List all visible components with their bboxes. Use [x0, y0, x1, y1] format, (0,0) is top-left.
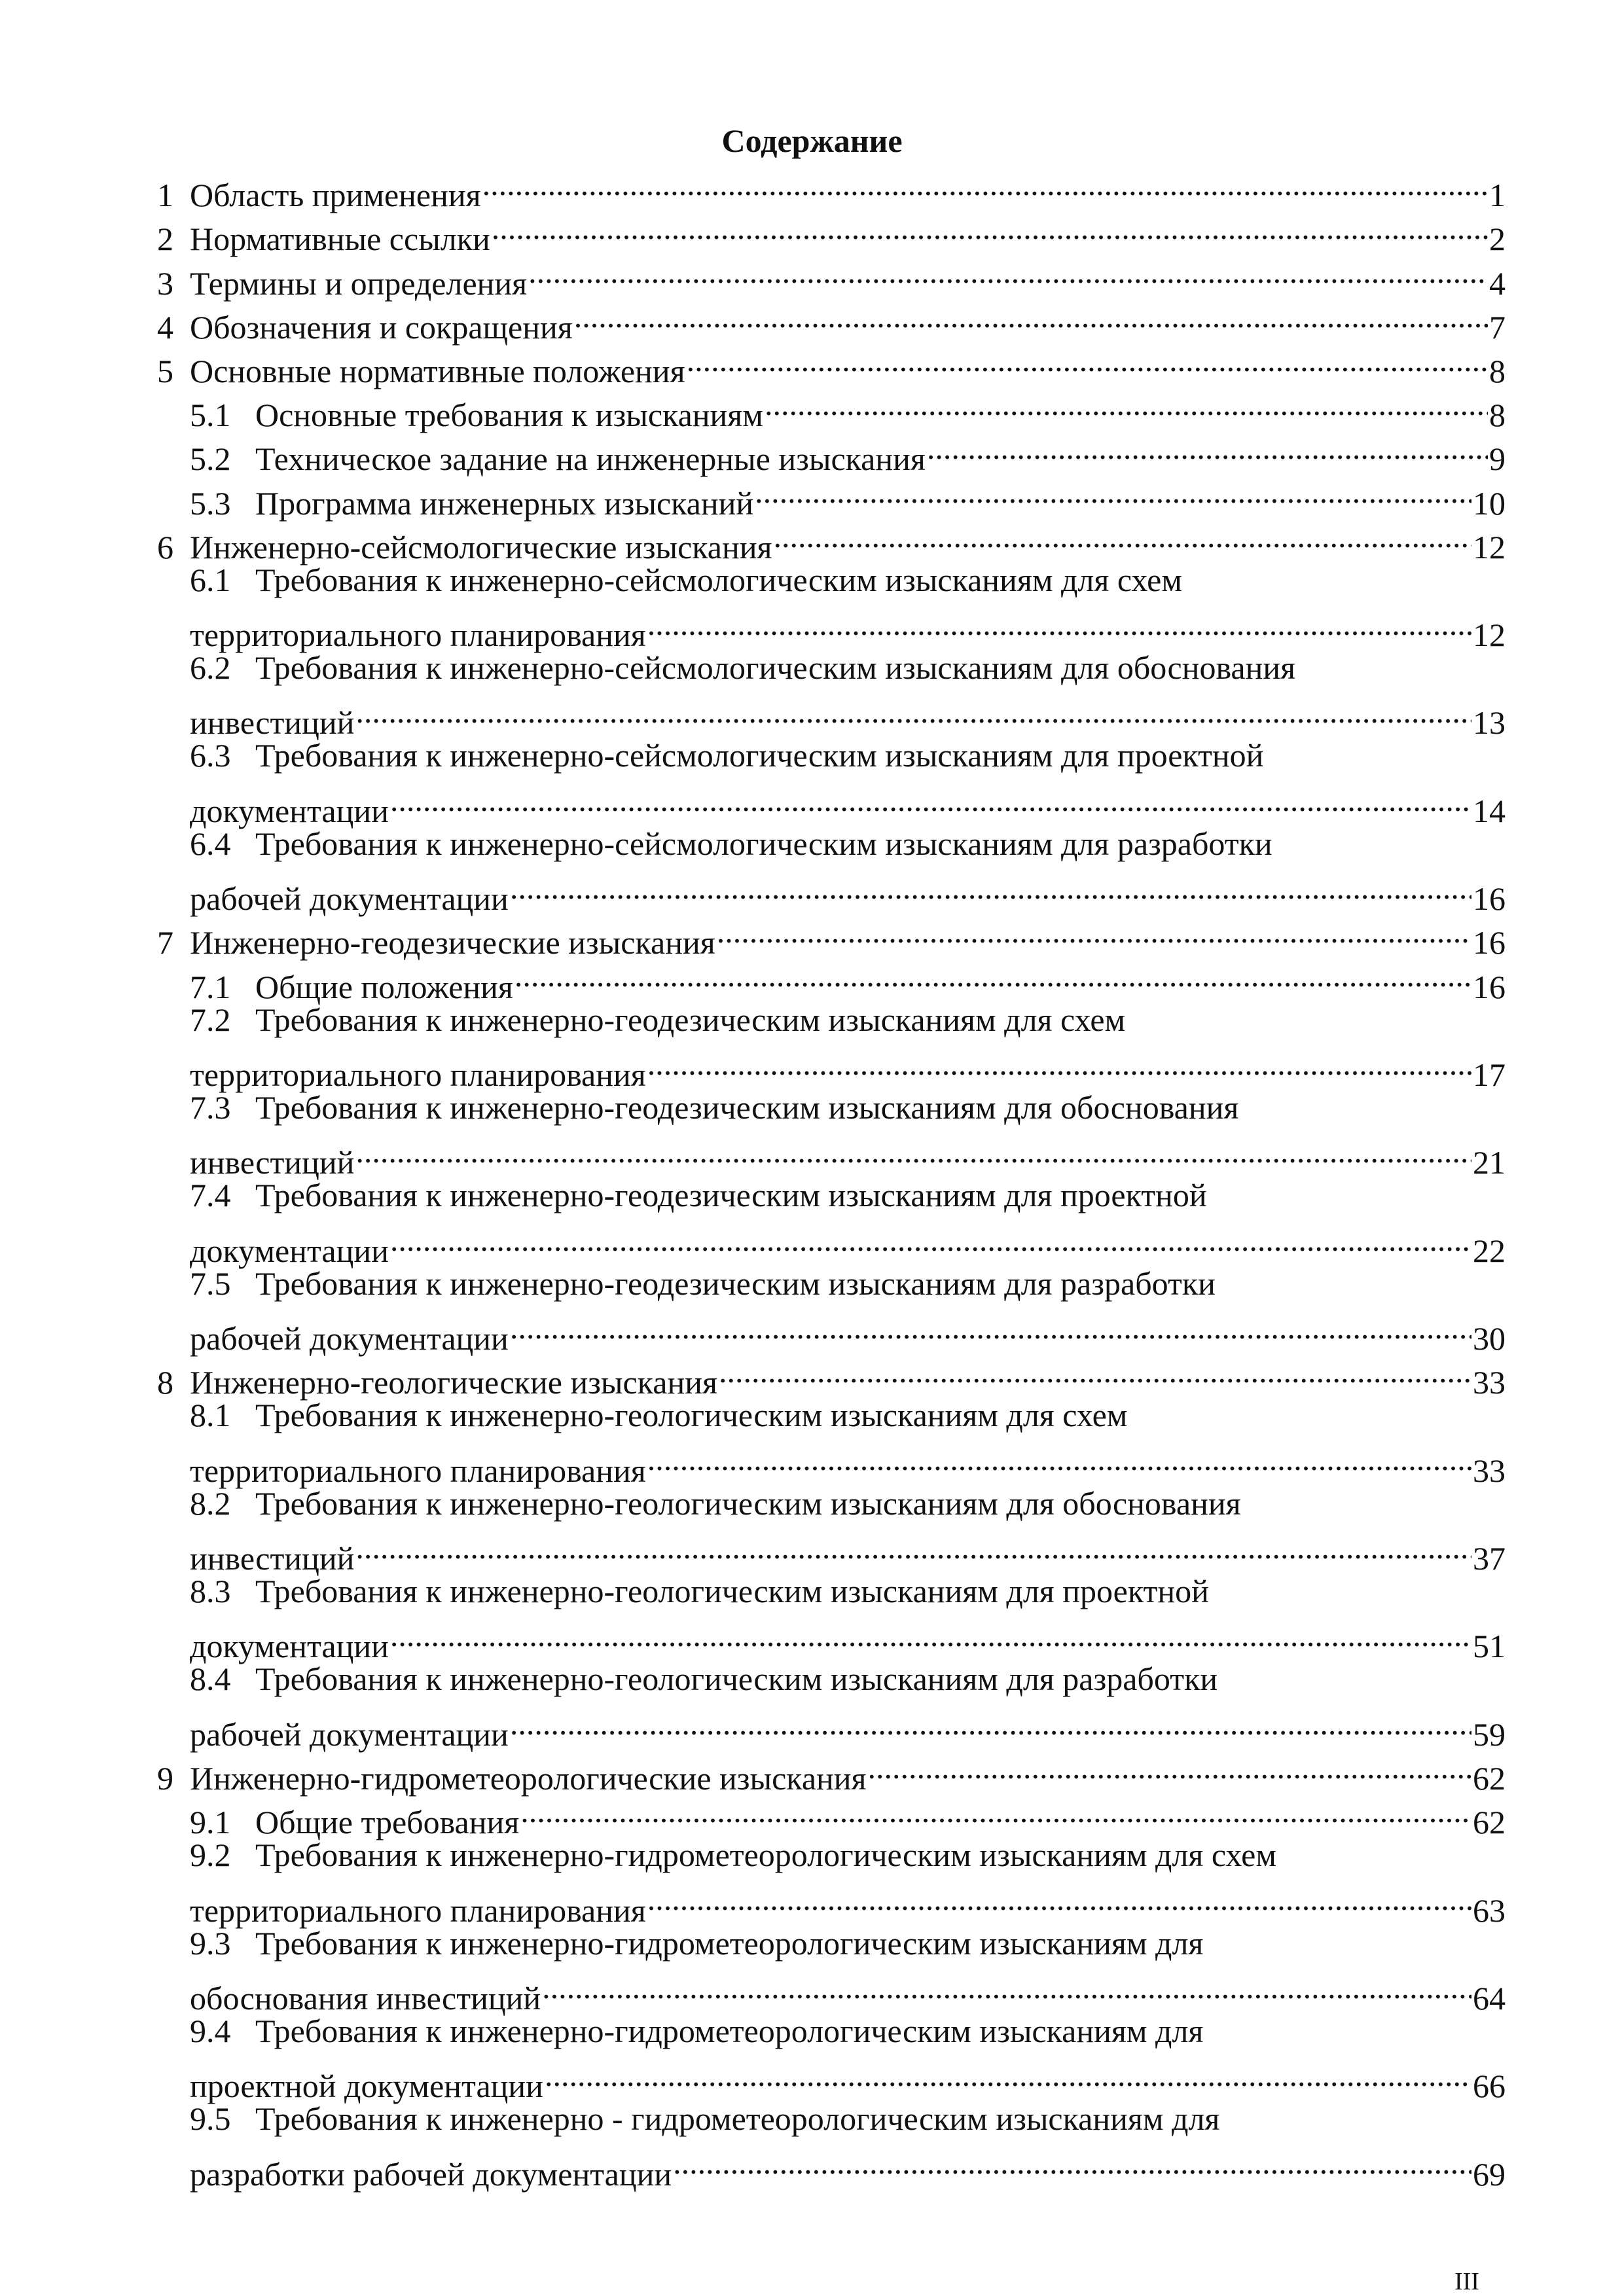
toc-entry-page: 51	[1473, 1628, 1506, 1665]
toc-entry-text: Требования к инженерно-сейсмологическим изысканиям для схем	[255, 561, 1182, 598]
toc-entry-text: Термины и определения	[190, 264, 528, 302]
toc-leader-dots	[355, 1130, 1471, 1174]
toc-entry-text: Требования к инженерно-гидрометеорологическим изысканиям для схем	[255, 1837, 1277, 1874]
toc-entry-number: 6	[157, 528, 173, 565]
toc-leader-dots	[355, 1526, 1471, 1570]
toc-entry-continuation[interactable]	[157, 1613, 1506, 1665]
toc-entry[interactable]	[157, 2097, 1506, 2141]
toc-entry-number: 9.4	[190, 2012, 231, 2049]
toc-entry-number: 5.1	[190, 397, 231, 434]
toc-entry-page: 22	[1473, 1232, 1506, 1269]
toc-entry-page: 1	[1489, 177, 1506, 214]
toc-entry-continuation[interactable]	[157, 2053, 1506, 2105]
toc-entry-text: Требования к инженерно - гидрометеорологическим изысканиям для	[255, 2100, 1220, 2138]
toc-entry-continuation[interactable]	[157, 602, 1506, 654]
toc-entry-page: 33	[1473, 1364, 1506, 1401]
toc-entry-page: 14	[1473, 792, 1506, 829]
toc-entry-text: Общие положения	[255, 968, 513, 1005]
toc-entry-continuation[interactable]	[157, 2141, 1506, 2193]
toc-leader-dots	[482, 162, 1488, 206]
toc-entry-number: 2	[157, 221, 173, 258]
toc-leader-dots	[717, 910, 1471, 954]
toc-entry-page: 37	[1473, 1540, 1506, 1577]
toc-entry-number: 8.2	[190, 1484, 231, 1522]
toc-entry-number: 7.5	[190, 1265, 231, 1302]
toc-entry-number: 7.3	[190, 1088, 231, 1126]
toc-entry[interactable]	[157, 822, 1506, 866]
toc-entry-number: 8.3	[190, 1573, 231, 1609]
toc-entry[interactable]	[157, 1657, 1506, 1701]
toc-entry-text: Требования к инженерно-геологическим изысканиям для обоснования	[255, 1484, 1241, 1522]
toc-leader-dots	[687, 338, 1488, 382]
toc-entry[interactable]	[157, 1922, 1506, 1965]
toc-entry-text-cont: документации	[190, 1628, 389, 1665]
toc-entry-text-cont: рабочей документации	[190, 1320, 509, 1357]
toc-leader-dots	[774, 514, 1471, 558]
toc-entry-text: Требования к инженерно-гидрометеорологическим изысканиям для	[255, 1924, 1204, 1962]
toc-entry-page: 4	[1489, 264, 1506, 302]
toc-entry-continuation[interactable]	[157, 1437, 1506, 1489]
toc-entry-continuation[interactable]	[157, 1702, 1506, 1753]
toc-entry-page: 2	[1489, 221, 1506, 258]
toc-entry-continuation[interactable]	[157, 1526, 1506, 1577]
toc-entry-page: 13	[1473, 704, 1506, 742]
toc-entry-number: 8.1	[190, 1397, 231, 1434]
toc-entry-page: 8	[1489, 397, 1506, 434]
toc-entry-page: 69	[1473, 2155, 1506, 2193]
toc-entry-text: Требования к инженерно-геологическим изысканиям для схем	[255, 1397, 1128, 1434]
toc-entry[interactable]	[157, 1086, 1506, 1130]
toc-entry-page: 62	[1473, 1804, 1506, 1841]
toc-entry-text: Требования к инженерно-сейсмологическим изысканиям для разработки	[255, 825, 1272, 862]
toc-entry-number: 9.1	[190, 1804, 231, 1841]
toc-entry-text: Требования к инженерно-геодезическим изысканиям для обоснования	[255, 1088, 1239, 1126]
toc-entry-text-cont: рабочей документации	[190, 880, 509, 918]
toc-entry-continuation[interactable]	[157, 690, 1506, 742]
toc-leader-dots	[545, 2053, 1471, 2097]
toc-entry-page: 16	[1473, 880, 1506, 918]
toc-entry-page: 16	[1473, 968, 1506, 1005]
toc-leader-dots	[355, 690, 1471, 734]
toc-leader-dots	[719, 1350, 1471, 1393]
toc-leader-dots	[528, 250, 1488, 294]
toc-entry[interactable]	[157, 734, 1506, 778]
toc-leader-dots	[510, 1702, 1471, 1746]
toc-entry-number: 6.4	[190, 825, 231, 862]
toc-entry[interactable]	[157, 1482, 1506, 1526]
toc-entry[interactable]	[157, 2009, 1506, 2053]
toc-entry-number: 7	[157, 924, 173, 961]
toc-leader-dots	[390, 778, 1471, 822]
toc-entry-number: 4	[157, 308, 173, 346]
toc-entry-text: Требования к инженерно-геодезическим изысканиям для разработки	[255, 1265, 1216, 1302]
toc-entry[interactable]	[157, 1570, 1506, 1613]
toc-entry-page: 8	[1489, 352, 1506, 389]
toc-entry-number: 9.5	[190, 2100, 231, 2138]
toc-entry-text: Требования к инженерно-геодезическим изысканиям для схем	[255, 1001, 1126, 1038]
toc-entry-text: Общие требования	[255, 1804, 520, 1841]
toc-entry-text: Инженерно-гидрометеорологические изыскания	[190, 1759, 867, 1797]
toc-entry-continuation[interactable]	[157, 778, 1506, 829]
toc-entry-text-cont: рабочей документации	[190, 1715, 509, 1753]
toc-leader-dots	[390, 1613, 1471, 1657]
toc-entry-page: 17	[1473, 1056, 1506, 1093]
toc-entry-text-cont: территориального планирования	[190, 617, 646, 654]
toc-entry-text-cont: инвестиций	[190, 1144, 355, 1181]
toc-leader-dots	[755, 470, 1471, 514]
toc-entry-continuation[interactable]	[157, 1130, 1506, 1181]
toc-entry-continuation[interactable]	[157, 1042, 1506, 1093]
toc-entry-page: 63	[1473, 1892, 1506, 1929]
toc-entry-text: Требования к инженерно-гидрометеорологическим изысканиям для	[255, 2012, 1204, 2049]
toc-leader-dots	[647, 1877, 1471, 1921]
toc-leader-dots	[492, 206, 1488, 250]
toc-entry-text-cont: документации	[190, 792, 389, 829]
toc-leader-dots	[927, 426, 1488, 470]
toc-entry[interactable]	[157, 1262, 1506, 1306]
toc-entry-number: 6.1	[190, 561, 231, 598]
toc-entry-number: 3	[157, 264, 173, 302]
toc-entry-page: 33	[1473, 1452, 1506, 1489]
toc-entry-page: 16	[1473, 924, 1506, 961]
toc-entry-number: 6.3	[190, 737, 231, 774]
toc-entry-number: 1	[157, 177, 173, 214]
toc-entry-page: 62	[1473, 1759, 1506, 1797]
toc-title: Содержание	[721, 122, 903, 159]
toc-entry-text-cont: территориального планирования	[190, 1452, 646, 1489]
toc-entry-text-cont: обоснования инвестиций	[190, 1979, 541, 2017]
toc-entry-continuation[interactable]	[157, 1965, 1506, 2017]
toc-entry-continuation[interactable]	[157, 1306, 1506, 1357]
toc-entry[interactable]	[157, 558, 1506, 602]
toc-entry-number: 9	[157, 1759, 173, 1797]
toc-leader-dots	[647, 1042, 1471, 1086]
toc-entry-text-cont: инвестиций	[190, 704, 355, 742]
toc-entry-page: 64	[1473, 1979, 1506, 2017]
toc-entry-text: Требования к инженерно-геодезическим изысканиям для проектной	[255, 1177, 1207, 1214]
toc-leader-dots	[647, 1437, 1471, 1481]
toc-entry-number: 6.2	[190, 649, 231, 687]
toc-entry-continuation[interactable]	[157, 866, 1506, 918]
toc-leader-dots	[673, 2141, 1471, 2185]
toc-entry-text: Техническое задание на инженерные изыскания	[255, 440, 926, 478]
table-of-contents	[157, 162, 1506, 2193]
toc-entry-text: Нормативные ссылки	[190, 221, 490, 258]
toc-entry-page: 7	[1489, 308, 1506, 346]
toc-entry-page: 30	[1473, 1320, 1506, 1357]
page-number: III	[1454, 2268, 1479, 2295]
toc-entry-text: Требования к инженерно-геологическим изысканиям для разработки	[255, 1660, 1218, 1698]
toc-leader-dots	[542, 1965, 1471, 2009]
toc-leader-dots	[868, 1746, 1471, 1789]
toc-entry-text-cont: территориального планирования	[190, 1056, 646, 1093]
toc-entry[interactable]	[157, 1833, 1506, 1877]
toc-leader-dots	[520, 1789, 1471, 1833]
toc-leader-dots	[510, 866, 1471, 910]
toc-entry-text: Требования к инженерно-сейсмологическим изысканиям для обоснования	[255, 649, 1296, 687]
toc-entry-text: Требования к инженерно-сейсмологическим изысканиям для проектной	[255, 737, 1264, 774]
toc-leader-dots	[514, 954, 1471, 997]
toc-entry-number: 7.4	[190, 1177, 231, 1214]
toc-entry-text: Инженерно-геологические изыскания	[190, 1364, 717, 1401]
toc-entry-page: 9	[1489, 440, 1506, 478]
toc-entry-number: 9.2	[190, 1837, 231, 1874]
toc-entry-number: 8.4	[190, 1660, 231, 1698]
toc-entry-text: Программа инженерных изысканий	[255, 484, 754, 522]
toc-leader-dots	[647, 602, 1471, 646]
toc-entry-page: 10	[1473, 484, 1506, 522]
toc-entry-text-cont: проектной документации	[190, 2068, 543, 2105]
toc-entry-text: Требования к инженерно-геологическим изысканиям для проектной	[255, 1573, 1209, 1609]
toc-entry-text: Обозначения и сокращения	[190, 308, 573, 346]
toc-leader-dots	[574, 295, 1488, 338]
toc-leader-dots	[510, 1306, 1471, 1350]
toc-entry-text-cont: территориального планирования	[190, 1892, 646, 1929]
toc-entry-number: 5.3	[190, 484, 231, 522]
toc-leader-dots	[390, 1218, 1471, 1262]
toc-entry-text-cont: инвестиций	[190, 1540, 355, 1577]
toc-entry-text-cont: разработки рабочей документации	[190, 2155, 672, 2193]
toc-entry-number: 5	[157, 352, 173, 389]
toc-entry-continuation[interactable]	[157, 1877, 1506, 1929]
toc-entry-page: 66	[1473, 2068, 1506, 2105]
toc-entry-text-cont: документации	[190, 1232, 389, 1269]
toc-entry-page: 12	[1473, 528, 1506, 565]
toc-leader-dots	[765, 382, 1488, 426]
toc-entry-text: Инженерно-геодезические изыскания	[190, 924, 715, 961]
toc-entry-number: 8	[157, 1364, 173, 1401]
toc-entry-text: Основные требования к изысканиям	[255, 397, 763, 434]
toc-entry-text: Область применения	[190, 177, 481, 214]
toc-entry-page: 12	[1473, 617, 1506, 654]
toc-entry-continuation[interactable]	[157, 1218, 1506, 1269]
toc-entry-number: 7.2	[190, 1001, 231, 1038]
toc-entry[interactable]	[157, 162, 1506, 214]
toc-entry-text: Инженерно-сейсмологические изыскания	[190, 528, 772, 565]
toc-entry-page: 21	[1473, 1144, 1506, 1181]
toc-entry-page: 59	[1473, 1715, 1506, 1753]
toc-entry[interactable]	[157, 1393, 1506, 1437]
toc-entry[interactable]	[157, 998, 1506, 1042]
toc-entry-number: 7.1	[190, 968, 231, 1005]
toc-entry[interactable]	[157, 646, 1506, 690]
toc-entry-text: Основные нормативные положения	[190, 352, 685, 389]
toc-entry-number: 5.2	[190, 440, 231, 478]
toc-entry-number: 9.3	[190, 1924, 231, 1962]
toc-entry[interactable]	[157, 1174, 1506, 1217]
